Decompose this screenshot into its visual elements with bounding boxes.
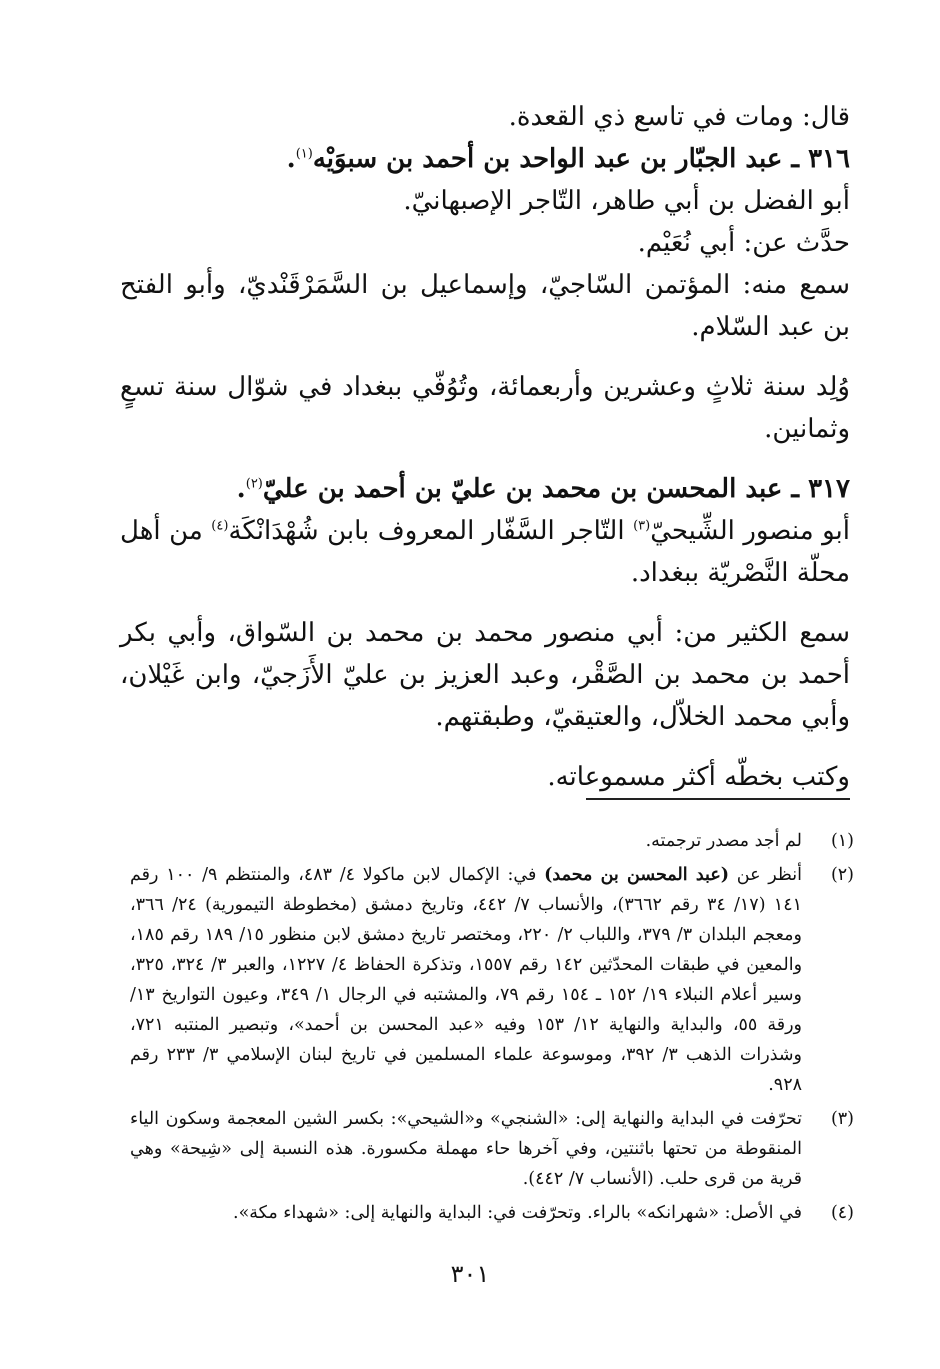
entry-name: عبد الجبّار بن عبد الواحد بن أحمد بن سبوَيْه xyxy=(312,144,783,174)
text-span: قال: ومات في تاسع ذي القعدة. xyxy=(508,102,850,132)
footnote-number: (٣) xyxy=(830,1109,854,1129)
entry-number: ٣١٦ ـ xyxy=(791,144,850,174)
text-span: أبو الفضل بن أبي طاهر، التّاجر الإصبهانيّ. xyxy=(403,186,850,216)
footnote-text xyxy=(130,1104,802,1194)
entry-number: ٣١٧ ـ xyxy=(791,474,850,504)
text-span: وُلِد سنة ثلاثٍ وعشرين وأربعمائة، وتُوُفّي ببغداد في شوّال سنة تسعٍ وثمانين. xyxy=(120,372,850,444)
footnote-ref[interactable]: (٢) xyxy=(245,476,263,492)
footnote-ref[interactable]: (١) xyxy=(295,146,313,162)
text-line xyxy=(120,180,850,222)
punctuation: . xyxy=(236,474,246,504)
footnote-text-span: لم أجد مصدر ترجمته. xyxy=(645,831,802,851)
footnote-number: (١) xyxy=(830,831,854,851)
footnote-text-span: تحرّفت في البداية والنهاية إلى: «الشنجي» و«الشيحي»: بكسر الشين المعجمة وسكون الياء المنقوطة من تحتها باثنتين، وفي آخرها حاء مهملة مكسورة. هذه النسبة إلى «شِيحة» وهي قرية من قرى حلب. (الأنساب ٧/ ٤٤٢). xyxy=(130,1109,802,1189)
footnote-text-span: في الأصل: «شهرانكه» بالراء. وتحرّفت في: البداية والنهاية إلى: «شهداء مكة». xyxy=(233,1203,802,1223)
text-line xyxy=(120,96,850,138)
footnotes xyxy=(130,826,854,1232)
text-span: حدَّث عن: أبي نُعَيْم. xyxy=(637,228,850,258)
entry-heading-317 xyxy=(120,468,850,510)
entry-name: عبد المحسن بن محمد بن عليّ بن أحمد بن عليّ xyxy=(262,474,783,504)
text-span: سمع منه: المؤتمن السّاجيّ، وإسماعيل بن السَّمَرْقَنْديّ، وأبو الفتح بن عبد السّلام. xyxy=(120,270,850,342)
footnote-ref[interactable]: (٤) xyxy=(211,518,229,534)
text-span: التّاجر السَّفّار المعروف بابن شُهْدَانْكَة xyxy=(228,516,634,546)
main-text xyxy=(120,96,850,798)
footnote-text xyxy=(130,860,802,1100)
text-paragraph xyxy=(120,612,850,738)
footnote-item xyxy=(130,1198,854,1228)
text-line xyxy=(120,756,850,798)
footnote-text xyxy=(130,826,802,856)
footnote-bold-name: (عبد المحسن بن محمد) xyxy=(544,865,730,885)
footnote-text-span: أنظر عن xyxy=(729,865,802,885)
text-paragraph xyxy=(120,510,850,594)
entry-heading-316 xyxy=(120,138,850,180)
text-span: أبو منصور الشِّيحيّ xyxy=(650,516,850,546)
footnote-separator xyxy=(586,798,850,800)
text-paragraph xyxy=(120,366,850,450)
footnote-item xyxy=(130,1104,854,1194)
text-paragraph xyxy=(120,264,850,348)
text-line xyxy=(120,222,850,264)
footnote-ref[interactable]: (٣) xyxy=(633,518,651,534)
footnote-number: (٢) xyxy=(830,865,854,885)
text-span: من أهل محلّة النَّصْريّة ببغداد. xyxy=(120,516,850,588)
text-span: سمع الكثير من: أبي منصور محمد بن محمد بن السّواق، وأبي بكر أحمد بن محمد بن الصَّقْر، وعبد العزيز بن عليّ الأَزَجيّ، وابن غَيْلان، وأبي محمد الخلاّل، والعتيقيّ، وطبقتهم. xyxy=(120,618,850,732)
text-span: وكتب بخطّه أكثر مسموعاته. xyxy=(547,762,850,792)
footnote-text xyxy=(130,1198,802,1228)
footnote-item xyxy=(130,826,854,856)
footnote-item xyxy=(130,860,854,1100)
punctuation: . xyxy=(286,144,296,174)
footnote-text-span: في: الإكمال لابن ماكولا ٤/ ٤٨٣، والمنتظم ٩/ ١٠٠ رقم ١٤١ (١٧/ ٣٤ رقم ٣٦٦٢)، والأنساب ٧/ ٤٤٢، وتاريخ دمشق (مخطوطة التيمورية) ٢٤/ ٣٦٦، ومعجم البلدان ٣/ ٣٧٩، واللباب ٢/ ٢٢٠، ومختصر تاريخ دمشق لابن منظور ١٥/ ١٨٩ رقم ١٨٥، والمعين في طبقات المحدّثين ١٤٢ رقم ١٥٥٧، وتذكرة الحفاظ ٤/ ١٢٢٧، والعبر ٣/ ٣٢٤، ٣٢٥، وسير أعلام النبلاء ١٩/ ١٥٢ ـ ١٥٤ رقم ٧٩، والمشتبه في الرجال ١/ ٣٤٩، وعيون التواريخ ١٣/ ورقة ٥٥، والبداية والنهاية ١٢/ ١٥٣ وفيه «عبد المحسن بن أحمد»، وتبصير المنتبه ٧٢١، وشذرات الذهب ٣/ ٣٩٢، وموسوعة علماء المسلمين في تاريخ لبنان الإسلامي ٣/ ٢٣٣ رقم ٩٢٨. xyxy=(130,865,803,1095)
page-number: ٣٠١ xyxy=(450,1260,490,1288)
footnote-number: (٤) xyxy=(830,1203,854,1223)
